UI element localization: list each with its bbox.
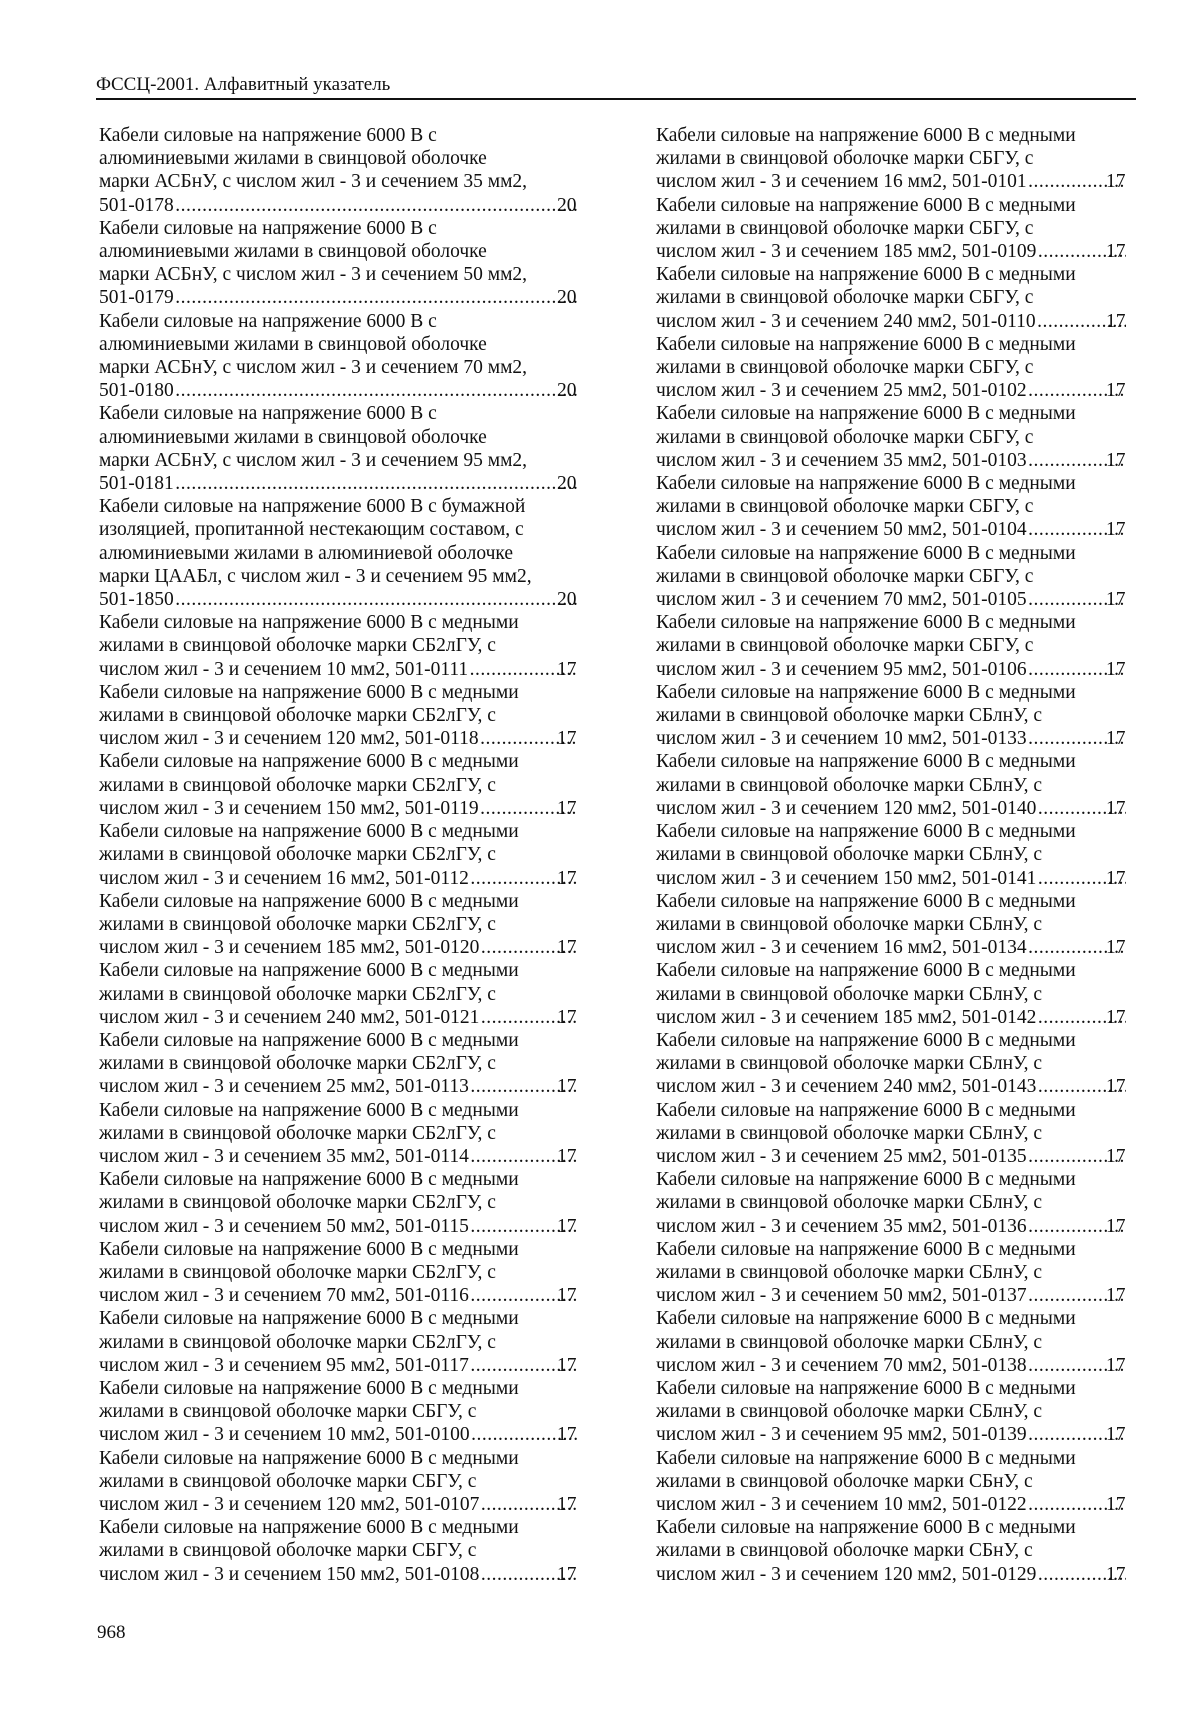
entry-text-line: жилами в свинцовой оболочке марки СБГУ, с	[656, 217, 1034, 239]
index-entry	[656, 1447, 1128, 1517]
entry-text-line: жилами в свинцовой оболочке марки СБГУ, с	[656, 426, 1034, 448]
entry-code: числом жил - 3 и сечением 16 мм2, 501-0134	[656, 937, 1027, 959]
entry-code: числом жил - 3 и сечением 10 мм2, 501-0133	[656, 728, 1027, 750]
entry-last-line: 501-0179 ..... 20	[121, 286, 579, 309]
entry-text-line: Кабели силовые на напряжение 6000 В с	[99, 125, 437, 146]
entry-text-line: жилами в свинцовой оболочке марки СБГУ, с	[656, 287, 1034, 309]
entry-text-line: марки АСБнУ, с числом жил - 3 и сечением 50 мм2,	[99, 264, 528, 286]
entry-text-line: жилами в свинцовой оболочке марки СБ2лГУ, с	[99, 1331, 496, 1353]
entry-code: числом жил - 3 и сечением 70 мм2, 501-0138	[656, 1354, 1027, 1376]
entry-last-line: числом жил - 3 и сечением 120 мм2, 501-0129 ..... 17	[678, 1563, 1128, 1586]
entry-text-line: Кабели силовые на напряжение 6000 В с медными	[656, 890, 1076, 912]
entry-last-line: числом жил - 3 и сечением 185 мм2, 501-0142 ..... 17	[678, 1006, 1128, 1029]
entry-last-line: числом жил - 3 и сечением 185 мм2, 501-0120 ..... 17	[121, 936, 579, 959]
entry-code: числом жил - 3 и сечением 185 мм2, 501-0120	[99, 937, 480, 959]
entry-last-line: числом жил - 3 и сечением 240 мм2, 501-0143 ..... 17	[678, 1075, 1128, 1098]
dot-leader	[176, 286, 577, 309]
entry-text-line: жилами в свинцовой оболочке марки СБ2лГУ, с	[99, 774, 496, 796]
entry-text-line: марки АСБнУ, с числом жил - 3 и сечением 35 мм2,	[99, 171, 528, 193]
entry-text-line: Кабели силовые на напряжение 6000 В с медными	[99, 1238, 519, 1260]
entry-text-line: Кабели силовые на напряжение 6000 В с медными	[656, 1447, 1076, 1469]
entry-code: числом жил - 3 и сечением 150 мм2, 501-0108	[99, 1563, 480, 1585]
entry-last-line: 501-0180 ..... 20	[121, 379, 579, 402]
entry-text-line: Кабели силовые на напряжение 6000 В с медными	[99, 821, 519, 843]
entry-text-line: жилами в свинцовой оболочке марки СБ2лГУ, с	[99, 1053, 496, 1075]
entry-text-line: жилами в свинцовой оболочке марки СБлнУ, с	[656, 1053, 1043, 1075]
entry-last-line: числом жил - 3 и сечением 50 мм2, 501-0104 ..... 17	[678, 518, 1128, 541]
entry-text-line: Кабели силовые на напряжение 6000 В с медными	[656, 1099, 1076, 1121]
entry-code: числом жил - 3 и сечением 95 мм2, 501-0117	[99, 1354, 469, 1376]
entry-code: числом жил - 3 и сечением 240 мм2, 501-0110	[656, 310, 1036, 332]
index-entry	[656, 1099, 1128, 1169]
entry-last-line: числом жил - 3 и сечением 25 мм2, 501-0113 ..... 17	[121, 1075, 579, 1098]
entry-text-line: жилами в свинцовой оболочке марки СБлнУ, с	[656, 844, 1043, 866]
index-entry	[99, 611, 579, 681]
entry-code: числом жил - 3 и сечением 70 мм2, 501-0116	[99, 1285, 469, 1307]
index-entry	[656, 890, 1128, 960]
entry-text-line: Кабели силовые на напряжение 6000 В с медными	[99, 1447, 519, 1469]
entry-code: числом жил - 3 и сечением 120 мм2, 501-0118	[99, 728, 479, 750]
entry-last-line: числом жил - 3 и сечением 35 мм2, 501-0114 ..... 17	[121, 1145, 579, 1168]
entry-last-line: числом жил - 3 и сечением 25 мм2, 501-0135 ..... 17	[678, 1145, 1128, 1168]
entry-code: числом жил - 3 и сечением 35 мм2, 501-0103	[656, 449, 1027, 471]
entry-text-line: Кабели силовые на напряжение 6000 В с медными	[656, 612, 1076, 634]
entry-last-line: числом жил - 3 и сечением 150 мм2, 501-0108 ..... 17	[121, 1563, 579, 1586]
entry-text-line: жилами в свинцовой оболочке марки СБ2лГУ, с	[99, 1122, 496, 1144]
index-entry	[656, 750, 1128, 820]
entry-text-line: Кабели силовые на напряжение 6000 В с	[99, 217, 437, 239]
entry-text-line: жилами в свинцовой оболочке марки СБГУ, с	[99, 1540, 477, 1562]
entry-text-line: Кабели силовые на напряжение 6000 В с	[99, 310, 437, 332]
index-entry	[99, 124, 579, 217]
entry-last-line: числом жил - 3 и сечением 16 мм2, 501-0134 ..... 17	[678, 936, 1128, 959]
entry-code: числом жил - 3 и сечением 50 мм2, 501-0104	[656, 519, 1027, 541]
entry-text-line: Кабели силовые на напряжение 6000 В с медными	[656, 125, 1076, 146]
entry-text-line: жилами в свинцовой оболочке марки СБГУ, с	[656, 148, 1034, 170]
entry-code: числом жил - 3 и сечением 50 мм2, 501-0137	[656, 1285, 1027, 1307]
entry-text-line: Кабели силовые на напряжение 6000 В с медными	[656, 542, 1076, 564]
entry-code: числом жил - 3 и сечением 240 мм2, 501-0143	[656, 1076, 1037, 1098]
index-entry	[99, 1307, 579, 1377]
entry-last-line: числом жил - 3 и сечением 10 мм2, 501-0100 ..... 17	[121, 1423, 579, 1446]
entry-text-line: жилами в свинцовой оболочке марки СБГУ, с	[99, 1470, 477, 1492]
entry-code: числом жил - 3 и сечением 150 мм2, 501-0141	[656, 867, 1037, 889]
entry-last-line: числом жил - 3 и сечением 10 мм2, 501-0133 ..... 17	[678, 727, 1128, 750]
entry-text-line: алюминиевыми жилами в свинцовой оболочке	[99, 426, 487, 448]
entry-last-line: числом жил - 3 и сечением 240 мм2, 501-0110 ..... 17	[678, 310, 1128, 333]
header-title: ФССЦ-2001. Алфавитный указатель	[96, 74, 391, 95]
index-entry	[656, 402, 1128, 472]
entry-last-line: числом жил - 3 и сечением 240 мм2, 501-0121 ..... 17	[121, 1006, 579, 1029]
index-entry	[99, 495, 579, 611]
entry-text-line: Кабели силовые на напряжение 6000 В с медными	[99, 1169, 519, 1191]
entry-code: числом жил - 3 и сечением 70 мм2, 501-0105	[656, 589, 1027, 611]
entry-text-line: Кабели силовые на напряжение 6000 В с медными	[99, 960, 519, 982]
index-entry	[99, 1377, 579, 1447]
entry-last-line: числом жил - 3 и сечением 35 мм2, 501-0103 ..... 17	[678, 449, 1128, 472]
entry-last-line: числом жил - 3 и сечением 95 мм2, 501-0117 ..... 17	[121, 1354, 579, 1377]
entry-code: числом жил - 3 и сечением 25 мм2, 501-0135	[656, 1145, 1027, 1167]
entry-last-line: числом жил - 3 и сечением 95 мм2, 501-0106 ..... 17	[678, 658, 1128, 681]
entry-text-line: Кабели силовые на напряжение 6000 В с медными	[99, 1308, 519, 1330]
entry-text-line: жилами в свинцовой оболочке марки СБлнУ, с	[656, 913, 1043, 935]
index-entry	[656, 820, 1128, 890]
entry-last-line: числом жил - 3 и сечением 16 мм2, 501-0101 ..... 17	[678, 170, 1128, 193]
entry-last-line: числом жил - 3 и сечением 150 мм2, 501-0141 ..... 17	[678, 867, 1128, 890]
entry-code: 501-0178	[99, 194, 174, 216]
entry-code: числом жил - 3 и сечением 50 мм2, 501-0115	[99, 1215, 469, 1237]
index-entry	[656, 1516, 1128, 1586]
index-entry	[99, 1447, 579, 1517]
entry-text-line: жилами в свинцовой оболочке марки СБГУ, с	[656, 357, 1034, 379]
index-entry	[656, 124, 1128, 194]
entry-text-line: Кабели силовые на напряжение 6000 В с медными	[656, 1029, 1076, 1051]
entry-text-line: Кабели силовые на напряжение 6000 В с медными	[656, 333, 1076, 355]
entry-text-line: Кабели силовые на напряжение 6000 В с медными	[656, 1377, 1076, 1399]
index-entry	[99, 1516, 579, 1586]
entry-text-line: марки АСБнУ, с числом жил - 3 и сечением 70 мм2,	[99, 357, 528, 379]
index-entry	[656, 472, 1128, 542]
entry-text-line: Кабели силовые на напряжение 6000 В с медными	[99, 612, 519, 634]
entry-last-line: 501-0178 ..... 20	[121, 194, 579, 217]
entry-text-line: жилами в свинцовой оболочке марки СБ2лГУ, с	[99, 844, 496, 866]
entry-text-line: жилами в свинцовой оболочке марки СБлнУ, с	[656, 705, 1043, 727]
index-column-right	[656, 124, 1128, 1586]
index-entry	[656, 1307, 1128, 1377]
entry-text-line: Кабели силовые на напряжение 6000 В с медными	[656, 821, 1076, 843]
entry-code: числом жил - 3 и сечением 120 мм2, 501-0107	[99, 1493, 480, 1515]
entry-last-line: числом жил - 3 и сечением 50 мм2, 501-0115 ..... 17	[121, 1215, 579, 1238]
entry-text-line: Кабели силовые на напряжение 6000 В с медными	[656, 264, 1076, 286]
index-entry	[656, 1238, 1128, 1308]
entry-text-line: жилами в свинцовой оболочке марки СБлнУ, с	[656, 1261, 1043, 1283]
entry-last-line: числом жил - 3 и сечением 50 мм2, 501-0137 ..... 17	[678, 1284, 1128, 1307]
entry-code: числом жил - 3 и сечением 185 мм2, 501-0109	[656, 241, 1037, 263]
entry-text-line: жилами в свинцовой оболочке марки СБлнУ, с	[656, 1401, 1043, 1423]
index-entry	[656, 681, 1128, 751]
entry-text-line: Кабели силовые на напряжение 6000 В с медными	[656, 1169, 1076, 1191]
index-entry	[656, 542, 1128, 612]
entry-text-line: Кабели силовые на напряжение 6000 В с медными	[99, 1377, 519, 1399]
entry-text-line: жилами в свинцовой оболочке марки СБлнУ, с	[656, 1331, 1043, 1353]
entry-text-line: Кабели силовые на напряжение 6000 В с медными	[656, 1308, 1076, 1330]
dot-leader	[176, 379, 577, 402]
index-entry	[656, 194, 1128, 264]
page-header	[96, 74, 1136, 100]
entry-last-line: числом жил - 3 и сечением 185 мм2, 501-0109 ..... 17	[678, 240, 1128, 263]
entry-text-line: жилами в свинцовой оболочке марки СБнУ, с	[656, 1540, 1033, 1562]
index-entry	[99, 959, 579, 1029]
entry-last-line: числом жил - 3 и сечением 70 мм2, 501-0116 ..... 17	[121, 1284, 579, 1307]
entry-text-line: Кабели силовые на напряжение 6000 В с бумажной	[99, 496, 526, 518]
entry-text-line: Кабели силовые на напряжение 6000 В с медными	[656, 194, 1076, 216]
entry-text-line: алюминиевыми жилами в алюминиевой оболочке	[99, 542, 514, 564]
index-entry	[99, 402, 579, 495]
index-entry	[656, 263, 1128, 333]
index-entry	[656, 1168, 1128, 1238]
entry-last-line: 501-0181 ..... 20	[121, 472, 579, 495]
index-entry	[656, 611, 1128, 681]
entry-text-line: Кабели силовые на напряжение 6000 В с медными	[99, 890, 519, 912]
entry-code: 501-1850	[99, 589, 174, 611]
entry-text-line: жилами в свинцовой оболочке марки СБГУ, с	[656, 496, 1034, 518]
index-entry	[99, 217, 579, 310]
entry-text-line: изоляцией, пропитанной нестекающим составом, с	[99, 519, 524, 541]
entry-text-line: жилами в свинцовой оболочке марки СБ2лГУ, с	[99, 1192, 496, 1214]
dot-leader	[176, 194, 577, 217]
entry-text-line: жилами в свинцовой оболочке марки СБлнУ, с	[656, 1122, 1043, 1144]
entry-text-line: жилами в свинцовой оболочке марки СБлнУ, с	[656, 774, 1043, 796]
entry-code: 501-0181	[99, 473, 174, 495]
entry-code: числом жил - 3 и сечением 25 мм2, 501-0102	[656, 380, 1027, 402]
entry-last-line: числом жил - 3 и сечением 16 мм2, 501-0112 ..... 17	[121, 867, 579, 890]
entry-last-line: числом жил - 3 и сечением 35 мм2, 501-0136 ..... 17	[678, 1215, 1128, 1238]
index-entry	[99, 750, 579, 820]
entry-text-line: алюминиевыми жилами в свинцовой оболочке	[99, 241, 487, 263]
entry-code: числом жил - 3 и сечением 95 мм2, 501-0106	[656, 658, 1027, 680]
entry-text-line: жилами в свинцовой оболочке марки СБГУ, с	[656, 565, 1034, 587]
entry-last-line: числом жил - 3 и сечением 120 мм2, 501-0107 ..... 17	[121, 1493, 579, 1516]
entry-code: 501-0180	[99, 380, 174, 402]
page-number: 968	[97, 1622, 126, 1643]
index-entry	[99, 1029, 579, 1099]
entry-text-line: Кабели силовые на напряжение 6000 В с медными	[99, 1029, 519, 1051]
entry-text-line: Кабели силовые на напряжение 6000 В с медными	[656, 1238, 1076, 1260]
index-column-left	[99, 124, 579, 1586]
entry-text-line: Кабели силовые на напряжение 6000 В с медными	[99, 751, 519, 773]
dot-leader	[176, 472, 577, 495]
entry-text-line: жилами в свинцовой оболочке марки СБ2лГУ, с	[99, 983, 496, 1005]
entry-code: числом жил - 3 и сечением 16 мм2, 501-0101	[656, 171, 1027, 193]
entry-text-line: Кабели силовые на напряжение 6000 В с	[99, 403, 437, 425]
entry-text-line: жилами в свинцовой оболочке марки СБГУ, с	[99, 1401, 477, 1423]
index-entry	[656, 1377, 1128, 1447]
entry-text-line: Кабели силовые на напряжение 6000 В с медными	[99, 1517, 519, 1539]
index-entry	[99, 1168, 579, 1238]
entry-text-line: Кабели силовые на напряжение 6000 В с медными	[656, 681, 1076, 703]
entry-last-line: числом жил - 3 и сечением 150 мм2, 501-0119 ..... 17	[121, 797, 579, 820]
index-entry	[99, 310, 579, 403]
index-entry	[99, 681, 579, 751]
entry-last-line: числом жил - 3 и сечением 10 мм2, 501-0122 ..... 17	[678, 1493, 1128, 1516]
entry-text-line: Кабели силовые на напряжение 6000 В с медными	[656, 473, 1076, 495]
entry-text-line: жилами в свинцовой оболочке марки СБлнУ, с	[656, 983, 1043, 1005]
entry-code: числом жил - 3 и сечением 240 мм2, 501-0121	[99, 1006, 480, 1028]
entry-text-line: жилами в свинцовой оболочке марки СБ2лГУ, с	[99, 913, 496, 935]
entry-text-line: жилами в свинцовой оболочке марки СБлнУ, с	[656, 1192, 1043, 1214]
entry-text-line: жилами в свинцовой оболочке марки СБ2лГУ, с	[99, 1261, 496, 1283]
index-entry	[656, 959, 1128, 1029]
entry-text-line: жилами в свинцовой оболочке марки СБ2лГУ, с	[99, 635, 496, 657]
entry-text-line: Кабели силовые на напряжение 6000 В с медными	[99, 681, 519, 703]
entry-code: числом жил - 3 и сечением 120 мм2, 501-0140	[656, 797, 1037, 819]
entry-last-line: числом жил - 3 и сечением 120 мм2, 501-0140 ..... 17	[678, 797, 1128, 820]
entry-last-line: 501-1850 ..... 20	[121, 588, 579, 611]
entry-code: числом жил - 3 и сечением 10 мм2, 501-0100	[99, 1424, 470, 1446]
index-entry	[99, 1099, 579, 1169]
index-entry	[99, 820, 579, 890]
entry-text-line: жилами в свинцовой оболочке марки СБГУ, с	[656, 635, 1034, 657]
entry-text-line: алюминиевыми жилами в свинцовой оболочке	[99, 148, 487, 170]
entry-last-line: числом жил - 3 и сечением 25 мм2, 501-0102 ..... 17	[678, 379, 1128, 402]
dot-leader	[176, 588, 577, 611]
entry-text-line: Кабели силовые на напряжение 6000 В с медными	[656, 403, 1076, 425]
entry-text-line: жилами в свинцовой оболочке марки СБнУ, с	[656, 1470, 1033, 1492]
index-entry	[656, 333, 1128, 403]
entry-code: числом жил - 3 и сечением 35 мм2, 501-0114	[99, 1145, 469, 1167]
entry-code: числом жил - 3 и сечением 120 мм2, 501-0129	[656, 1563, 1037, 1585]
entry-last-line: числом жил - 3 и сечением 95 мм2, 501-0139 ..... 17	[678, 1423, 1128, 1446]
entry-code: числом жил - 3 и сечением 16 мм2, 501-0112	[99, 867, 469, 889]
entry-text-line: Кабели силовые на напряжение 6000 В с медными	[656, 751, 1076, 773]
entry-code: числом жил - 3 и сечением 35 мм2, 501-0136	[656, 1215, 1027, 1237]
index-entry	[656, 1029, 1128, 1099]
entry-code: числом жил - 3 и сечением 10 мм2, 501-0111	[99, 658, 469, 680]
entry-text-line: Кабели силовые на напряжение 6000 В с медными	[99, 1099, 519, 1121]
index-entry	[99, 890, 579, 960]
entry-code: числом жил - 3 и сечением 150 мм2, 501-0119	[99, 797, 479, 819]
entry-text-line: жилами в свинцовой оболочке марки СБ2лГУ, с	[99, 705, 496, 727]
entry-text-line: марки АСБнУ, с числом жил - 3 и сечением 95 мм2,	[99, 449, 528, 471]
entry-last-line: числом жил - 3 и сечением 70 мм2, 501-0138 ..... 17	[678, 1354, 1128, 1377]
entry-code: числом жил - 3 и сечением 185 мм2, 501-0142	[656, 1006, 1037, 1028]
entry-code: 501-0179	[99, 287, 174, 309]
entry-last-line: числом жил - 3 и сечением 120 мм2, 501-0118 ..... 17	[121, 727, 579, 750]
entry-last-line: числом жил - 3 и сечением 10 мм2, 501-0111 ..... 17	[121, 658, 579, 681]
entry-text-line: алюминиевыми жилами в свинцовой оболочке	[99, 333, 487, 355]
entry-code: числом жил - 3 и сечением 10 мм2, 501-0122	[656, 1493, 1027, 1515]
entry-last-line: числом жил - 3 и сечением 70 мм2, 501-0105 ..... 17	[678, 588, 1128, 611]
entry-text-line: Кабели силовые на напряжение 6000 В с медными	[656, 1517, 1076, 1539]
entry-code: числом жил - 3 и сечением 95 мм2, 501-0139	[656, 1424, 1027, 1446]
index-entry	[99, 1238, 579, 1308]
entry-code: числом жил - 3 и сечением 25 мм2, 501-0113	[99, 1076, 469, 1098]
entry-text-line: Кабели силовые на напряжение 6000 В с медными	[656, 960, 1076, 982]
entry-text-line: марки ЦААБл, с числом жил - 3 и сечением 95 мм2,	[99, 565, 532, 587]
